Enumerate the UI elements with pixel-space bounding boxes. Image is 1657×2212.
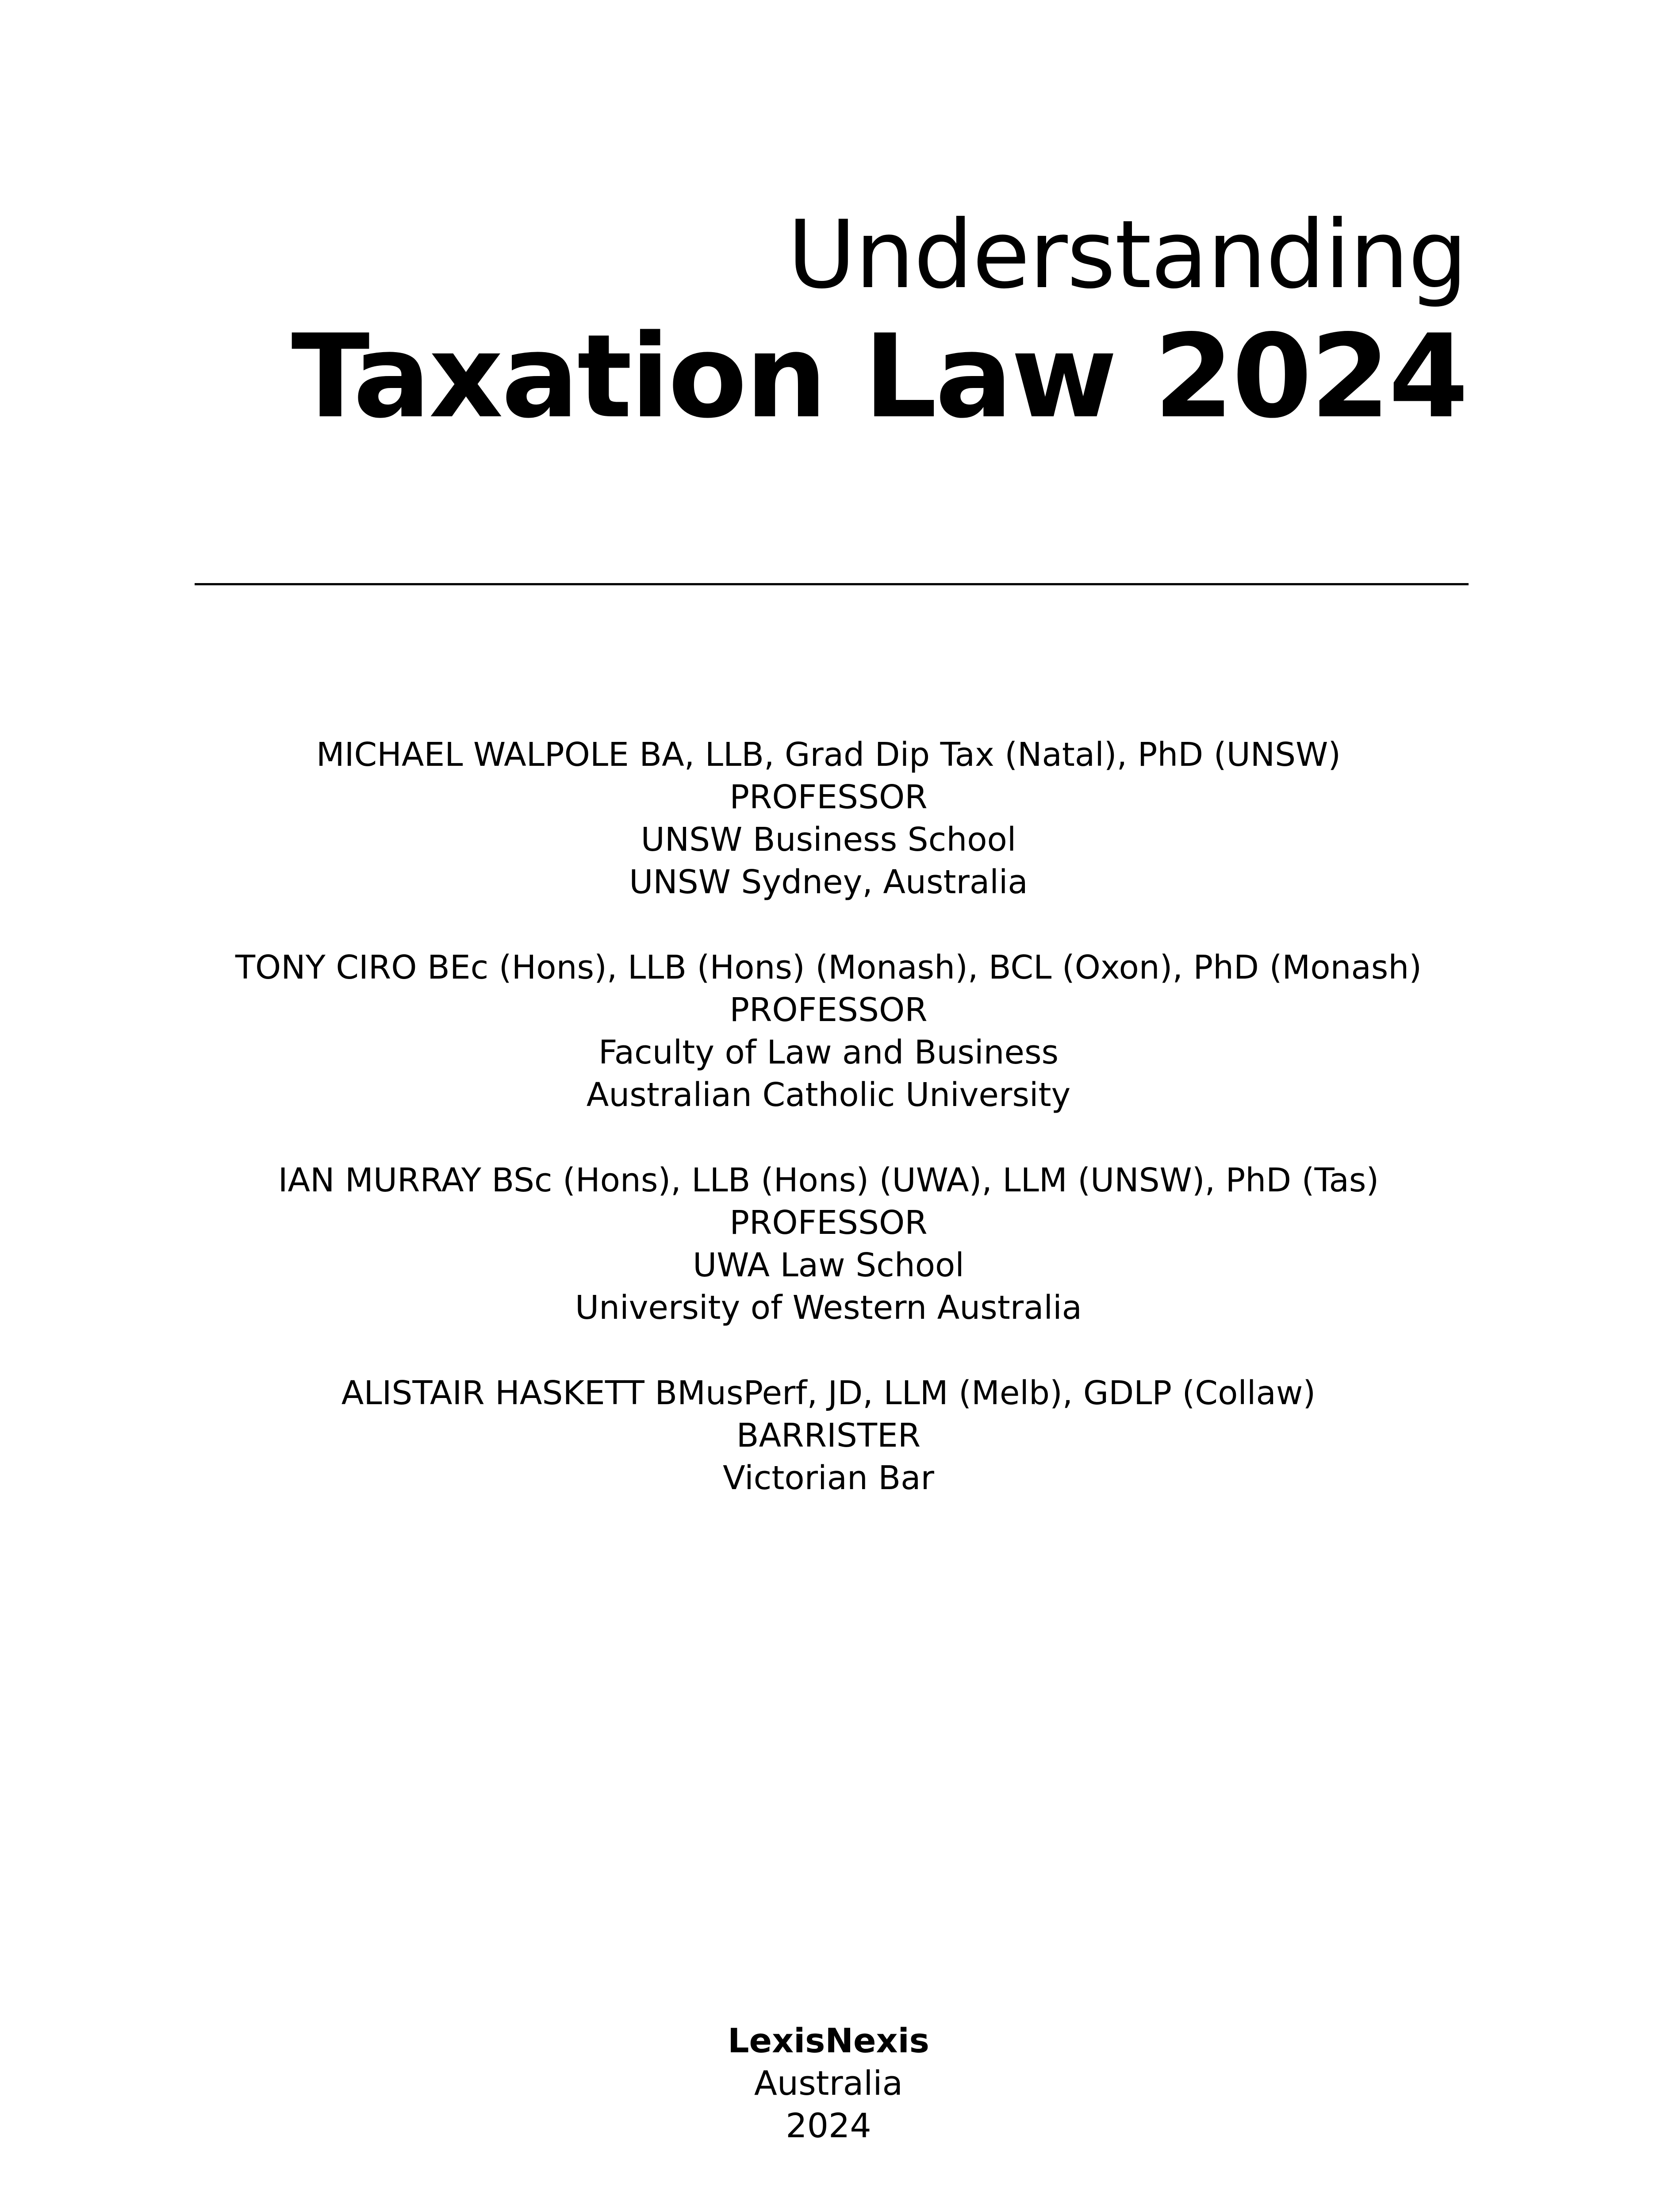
publisher-block <box>0 2020 1657 2147</box>
author-entry-walpole <box>0 733 1657 903</box>
author-name-credentials: ALISTAIR HASKETT BMusPerf, JD, LLM (Melb), GDLP (Collaw) <box>341 1374 1316 1412</box>
author-entry-haskett <box>0 1372 1657 1499</box>
author-name-credentials: MICHAEL WALPOLE BA, LLB, Grad Dip Tax (Natal), PhD (UNSW) <box>316 736 1341 774</box>
author-entry-ciro <box>0 946 1657 1116</box>
book-title: Taxation Law 2024 <box>291 310 1467 444</box>
publisher-country: Australia <box>754 2063 903 2103</box>
title-block <box>291 200 1467 444</box>
author-affiliation: Victorian Bar <box>723 1459 934 1497</box>
author-position: BARRISTER <box>736 1417 921 1455</box>
author-affiliation: Australian Catholic University <box>586 1076 1071 1114</box>
author-affiliation: UNSW Business School <box>641 821 1016 859</box>
author-affiliation: UWA Law School <box>693 1246 964 1284</box>
author-position: PROFESSOR <box>729 778 928 816</box>
publisher-name: LexisNexis <box>728 2021 929 2060</box>
author-affiliation: Faculty of Law and Business <box>598 1033 1059 1071</box>
author-affiliation: UNSW Sydney, Australia <box>629 863 1028 901</box>
author-position: PROFESSOR <box>729 991 928 1029</box>
author-affiliation: University of Western Australia <box>575 1289 1082 1327</box>
author-name-credentials: TONY CIRO BEc (Hons), LLB (Hons) (Monash), BCL (Oxon), PhD (Monash) <box>235 949 1422 987</box>
title-divider <box>195 583 1469 585</box>
publication-year: 2024 <box>786 2106 871 2145</box>
author-name-credentials: IAN MURRAY BSc (Hons), LLB (Hons) (UWA), LLM (UNSW), PhD (Tas) <box>278 1161 1379 1199</box>
author-position: PROFESSOR <box>729 1204 928 1242</box>
author-list <box>0 733 1657 1542</box>
author-entry-murray <box>0 1159 1657 1329</box>
book-subtitle: Understanding <box>787 200 1467 309</box>
